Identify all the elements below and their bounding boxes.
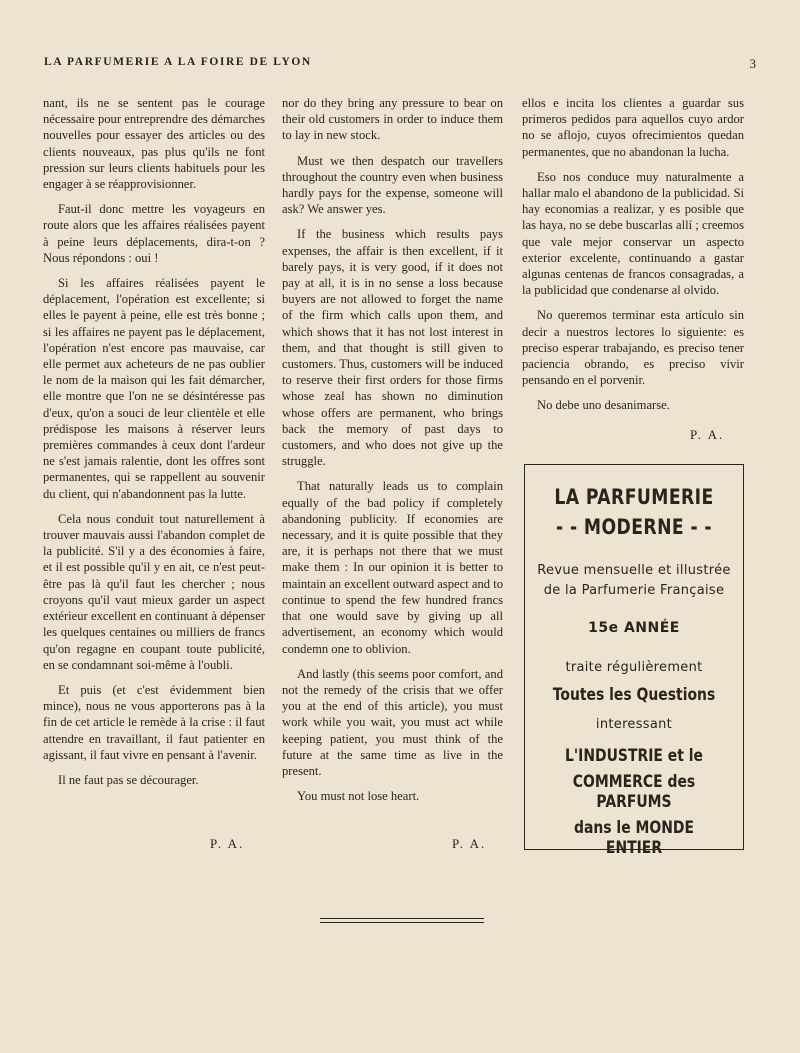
page-number: 3 [749,56,756,71]
paragraph: nant, ils ne se sentent pas le courage nécessaire pour entreprendre des démarches nouvelles pour essayer des articles ou des clients nouveaux, pas plus qu'ils ne font pression sur leurs clients habituels pour les engager à se réapprovisionner. [43,96,265,192]
paragraph: That naturally leads us to complain equally of the bad policy if completely abandoning publicity. If economies are necessary, and it is quite possible that they are, it is perhaps not there that we must make them : In our opinion it is better to maintain an excellent outward aspect and to continue to spend the few hundred francs that one would save by giving up all advertisement, an economy which would condemn one to oblivion. [282,479,504,656]
english-column [282,95,503,804]
author-signature: P. A. [210,836,245,851]
paragraph: ellos e incita los clientes a guardar sus primeros pedidos para aquellos cuyo ardor no se aflojo, cuyos ofrecimientos quedan permanentes, que no abandonan la lucha. [522,96,744,159]
paragraph: Il ne faut pas se décourager. [58,772,199,787]
paragraph: Si les affaires réalisées payent le déplacement, l'opération est excellente; si elles le payent à peine, elle est très bonne ; si les affaires ne payent pas le déplacement, l'opération n'est encore pas mauvaise, car elle permet aux acheteurs de ne pas oublier le nom de la maison qui les fait démarcher, elle montre que l'on ne se désintéresse pas d'eux, qu'on a souci de leur clientèle et elle prédispose les maisons à réserver leurs premières commandes à ceux dont l'ardeur ne s'est jamais ralentie, dont les offres sont permanentes, qui se rappellent au souvenir du client, qui n'abandonnent pas la lutte. [43,276,265,501]
ad-year: 15e ANNÉE [588,620,680,636]
paragraph: You must not lose heart. [297,789,420,804]
author-signature: P. A. [452,836,487,851]
ad-title: - - MODERNE - - [555,515,712,539]
paragraph: No queremos terminar esta artículo sin decir a nuestros lectores lo siguiente: es preciso esperar trabajando, es preciso tener paciencia obrando, es preciso vivir pensando en el porvenir. [522,308,744,388]
author-signature: P. A. [690,427,725,442]
paragraph: Eso nos conduce muy naturalmente a hallar malo el abandono de la publicidad. Si hay economias a realizar, y es posible que las haya, no se debe buscarlas allí ; creemos que vale mejor conservar un aspecto exterior excelente, continuando a gastar algunas centenas de francos consagradas, a la publicidad que condenarse al olvido. [522,169,744,298]
paragraph: Faut-il donc mettre les voyageurs en route alors que les affaires réalisées payent à peine leurs déplacements, dira-t-on ? Nous répondons : oui ! [43,202,265,265]
french-column [43,95,265,788]
divider [320,918,484,919]
paragraph: No debe uno desanimarse. [537,398,670,413]
ad-text: L'INDUSTRIE et le [565,746,703,766]
ad-text: Toutes les Questions [552,685,716,705]
paragraph: Must we then despatch our travellers throughout the country even when business hardly pays for the expense, someone will ask? We answer yes. [282,153,503,217]
paragraph: nor do they bring any pressure to bear on their old customers in order to induce them to lay in new stock. [282,96,503,143]
paragraph: If the business which results pays expenses, the affair is then excellent, if it barely pays, it is very good, if it does not pay at all, it is in no sense a loss because buyers are not allowed to forget the name of the firm which calls upon them, and which shows that it has not lost interest in them, and that thought is still given to customers. Thus, customers will be induced to reserve their first orders for those firms whose zeal has shown no diminution whose offers are permanent, who brings back the memory of past days to customers, and who does not give up the struggle. [282,227,503,469]
paragraph: Et puis (et c'est évidemment bien mince), nous ne vous apporterons pas à la fin de cet article le remède à la crise : il faut attendre en travaillant, il faut patienter en agissant, il faut vivre en pensant à l'avenir. [43,682,265,762]
ad-text: dans le MONDE ENTIER [573,818,695,858]
ad-title: LA PARFUMERIE [554,485,714,509]
paragraph: Cela nous conduit tout naturellement à trouver mauvais aussi l'abandon complet de la publicité. S'il y a des économies à faire, et il est possible qu'il y en ait, ce n'est peut-être pas là qu'il faut les chercher ; nous croyons qu'il vaut mieux garder un aspect extérieur excellent en continuant à dépenser les quelques centaines ou milliers de francs qu'on regagne en coupant toute publicité, en se condamnant soi-même à l'oubli. [43,511,265,672]
ad-text: traite régulièrement [565,660,703,675]
spanish-column [522,95,744,414]
ad-subtitle: de la Parfumerie Française [543,583,725,598]
advertisement-box [524,464,744,858]
ad-subtitle: Revue mensuelle et illustrée [537,563,731,578]
divider [320,922,484,923]
paragraph: And lastly (this seems poor comfort, and not the remedy of the crisis that we offer you at the end of this article), you must work while you wait, you must act while keeping patient, you must think of the future at the same time as live in the present. [282,666,503,778]
ad-text: COMMERCE des PARFUMS [572,772,696,812]
ad-text: interessant [595,717,673,732]
running-head: LA PARFUMERIE A LA FOIRE DE LYON [44,56,312,68]
page-header [44,56,756,76]
